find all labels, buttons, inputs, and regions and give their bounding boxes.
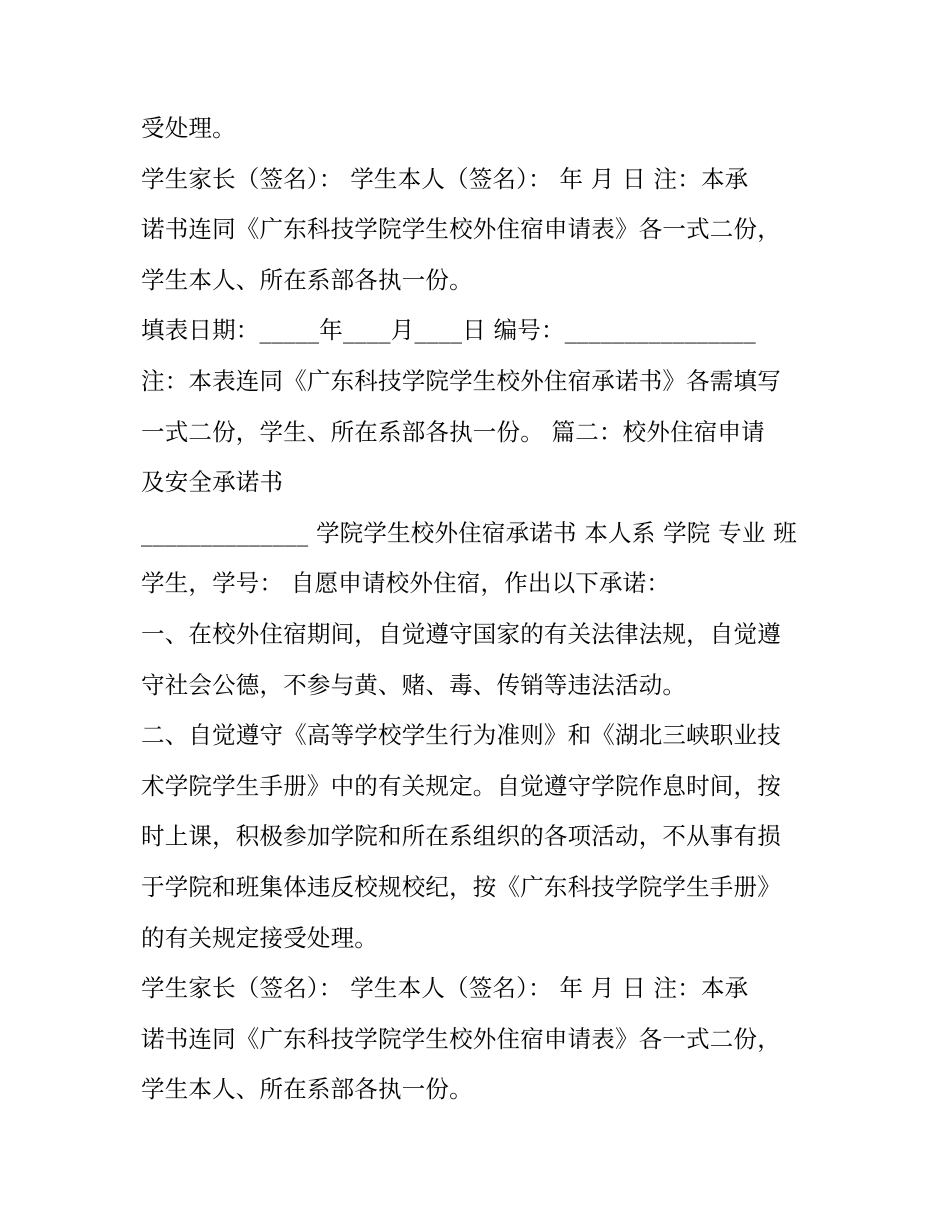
text-line: 受处理。 [141, 114, 236, 142]
text-line: 学生本人、所在系部各执一份。 [141, 1075, 473, 1104]
text-line: 守社会公德，不参与黄、赌、毒、传销等违法活动。 [141, 670, 687, 699]
text-line: 诺书连同《广东科技学院学生校外住宿申请表》各一式二份， [141, 215, 781, 244]
text-line: 时上课，积极参加学院和所在系组织的各项活动，不从事有损 [141, 822, 781, 851]
text-line: 填表日期：_____年____月____日 编号：________________ [141, 316, 756, 345]
text-line: 一、在校外住宿期间，自觉遵守国家的有关法律法规，自觉遵 [141, 619, 781, 648]
text-line: 学生家长（签名）： 学生本人（签名）： 年 月 日 注：本承 [141, 164, 749, 193]
text-line: 诺书连同《广东科技学院学生校外住宿申请表》各一式二份， [141, 1024, 781, 1053]
text-line: 学生本人、所在系部各执一份。 [141, 265, 473, 294]
text-line: 于学院和班集体违反校规校纪，按《广东科技学院学生手册》 [141, 872, 781, 901]
text-line: 一式二份，学生、所在系部各执一份。 篇二：校外住宿申请 [141, 417, 765, 446]
text-line: 注：本表连同《广东科技学院学生校外住宿承诺书》各需填写 [141, 366, 781, 395]
text-line: 学生，学号： 自愿申请校外住宿，作出以下承诺： [141, 569, 671, 598]
text-line: 术学院学生手册》中的有关规定。自觉遵守学院作息时间，按 [141, 771, 781, 800]
text-line: 二、自觉遵守《高等学校学生行为准则》和《湖北三峡职业技 [141, 721, 781, 750]
text-line: 及安全承诺书 [141, 468, 284, 497]
text-line: 的有关规定接受处理。 [141, 923, 378, 952]
text-line: 学生家长（签名）： 学生本人（签名）： 年 月 日 注：本承 [141, 974, 749, 1003]
text-line: ______________ 学院学生校外住宿承诺书 本人系 学院 专业 班 [141, 518, 797, 547]
document-body [141, 103, 821, 1115]
